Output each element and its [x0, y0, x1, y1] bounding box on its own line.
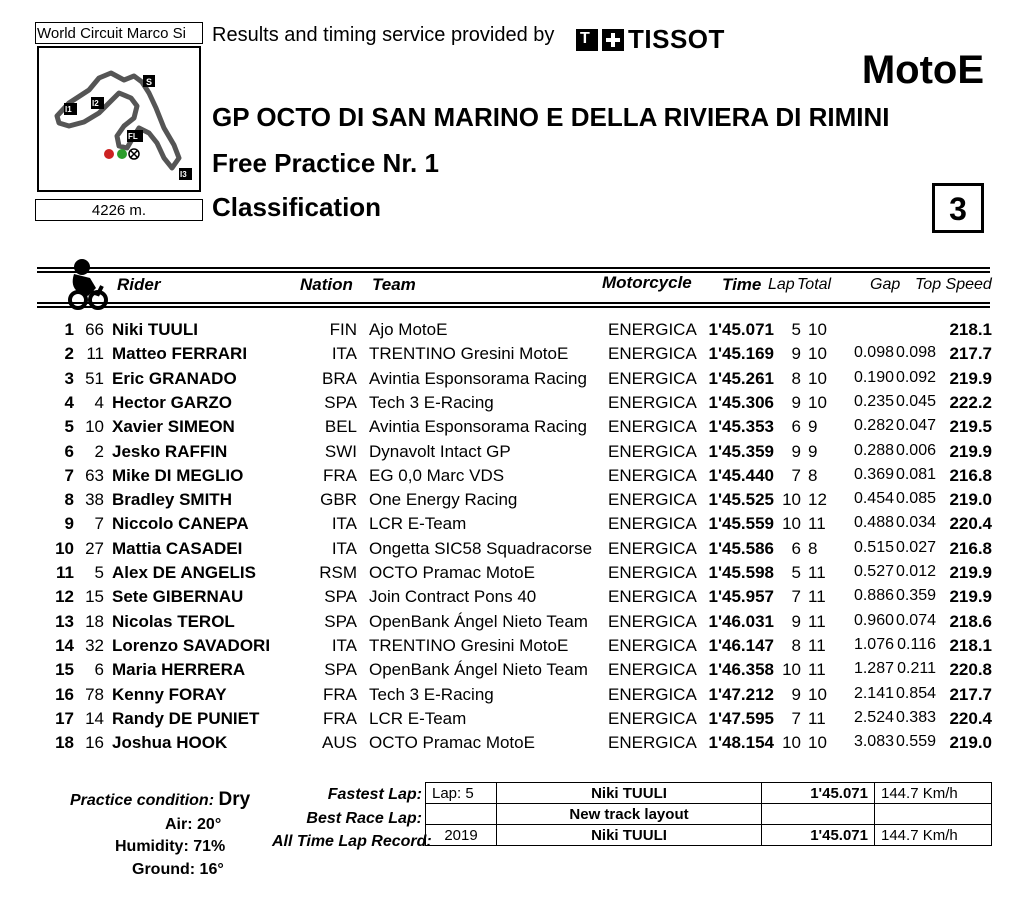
gap-to-first: 2.141: [853, 684, 894, 702]
gap-to-first: 1.287: [853, 660, 894, 678]
table-row: [0, 685, 1024, 709]
rider-number: 51: [85, 368, 104, 388]
total-laps: 8: [808, 465, 818, 485]
track-map: [37, 46, 201, 192]
position: 11: [56, 563, 74, 582]
rider-name: Bradley SMITH: [112, 490, 232, 510]
track-label-i1-text: I1: [65, 105, 72, 114]
total-laps: 10: [808, 733, 827, 753]
swiss-cross-icon: [602, 29, 624, 51]
practice-condition-value: Dry: [218, 789, 251, 810]
top-speed: 220.4: [949, 708, 992, 728]
circuit-name: World Circuit Marco Si: [35, 22, 203, 44]
best-lap-number: 9: [791, 392, 801, 412]
top-speed: 219.9: [949, 368, 992, 388]
motorcycle: ENERGICA: [608, 320, 697, 339]
rider-nation: RSM: [319, 563, 357, 582]
document-type: Classification: [212, 192, 382, 222]
record-info: [426, 804, 497, 825]
team-name: Tech 3 E-Racing: [369, 392, 494, 412]
rider-nation: GBR: [320, 490, 357, 510]
col-rider: Rider: [117, 275, 161, 294]
top-speed: 219.0: [949, 490, 992, 510]
total-laps: 9: [808, 441, 818, 461]
team-name: Join Contract Pons 40: [369, 587, 537, 607]
rider-nation: ITA: [331, 514, 357, 534]
table-row: [0, 369, 1024, 393]
total-laps: 11: [808, 708, 826, 728]
gap-to-previous: 0.383: [895, 708, 936, 726]
lap-time: 1'45.071: [708, 320, 774, 339]
best-lap-number: 8: [791, 635, 801, 655]
top-speed: 217.7: [949, 684, 992, 704]
total-laps: 11: [808, 611, 826, 631]
top-speed: 216.8: [949, 465, 992, 485]
position: 6: [64, 441, 74, 461]
top-speed: 220.8: [949, 660, 992, 680]
lap-time: 1'45.353: [708, 417, 774, 437]
lap-time: 1'45.957: [708, 587, 774, 607]
table-row: [0, 320, 1024, 344]
gap-to-first: 2.524: [853, 708, 894, 726]
motorcycle: ENERGICA: [608, 587, 697, 607]
gap-to-previous: 0.074: [895, 611, 936, 629]
gap-to-first: 0.886: [853, 587, 894, 605]
table-row: [0, 709, 1024, 733]
position: 2: [64, 344, 74, 364]
col-team: Team: [372, 275, 416, 294]
header-rule-top-2: [37, 271, 990, 273]
position: 12: [55, 587, 74, 607]
lap-time: 1'47.212: [708, 684, 774, 704]
best-race-lap-row: [426, 804, 992, 825]
table-row: [0, 636, 1024, 660]
total-laps: 10: [808, 392, 827, 412]
rider-number: 38: [85, 490, 104, 510]
best-lap-number: 10: [782, 514, 801, 534]
best-lap-number: 9: [791, 344, 801, 364]
rider-name: Kenny FORAY: [112, 684, 227, 704]
rider-number: 66: [85, 320, 104, 339]
rider-name: Xavier SIMEON: [112, 417, 235, 437]
total-laps: 10: [808, 368, 827, 388]
track-label-s-text: S: [146, 77, 153, 87]
table-row: [0, 587, 1024, 611]
humidity: [115, 838, 225, 856]
lap-records-table: [425, 782, 992, 846]
rider-number: 63: [85, 465, 104, 485]
best-lap-number: 10: [782, 490, 801, 510]
table-row: [0, 466, 1024, 490]
rider-number: 15: [85, 587, 104, 607]
gap-to-previous: 0.092: [895, 368, 936, 386]
team-name: Ongetta SIC58 Squadracorse: [369, 538, 593, 558]
col-gap: Gap: [870, 276, 901, 293]
top-speed: 222.2: [949, 392, 992, 412]
position: 17: [55, 708, 74, 728]
lap-time: 1'45.440: [708, 465, 774, 485]
rider-name: Lorenzo SAVADORI: [112, 635, 271, 655]
rider-number: 2: [94, 441, 104, 461]
rider-name: Eric GRANADO: [112, 368, 237, 388]
motorcycle: ENERGICA: [608, 635, 697, 655]
col-total: Total: [797, 276, 832, 293]
record-info: 2019: [426, 825, 497, 846]
motorcycle: ENERGICA: [608, 392, 697, 412]
motorcycle: ENERGICA: [608, 660, 697, 680]
best-lap-number: 8: [791, 368, 801, 388]
ground-temp-value: 16°: [199, 861, 224, 878]
table-row: [0, 490, 1024, 514]
page-number: 3: [932, 183, 984, 233]
motorcycle: ENERGICA: [608, 684, 697, 704]
best-lap-number: 7: [791, 587, 801, 607]
gap-to-previous: 0.854: [895, 684, 936, 702]
rider-number: 18: [85, 611, 104, 631]
session-name: Free Practice Nr. 1: [212, 148, 439, 178]
gap-to-first: 1.076: [853, 635, 894, 653]
motorcycle: ENERGICA: [608, 441, 697, 461]
table-row: [0, 733, 1024, 757]
team-name: OpenBank Ángel Nieto Team: [369, 611, 588, 631]
rider-name: Mattia CASADEI: [112, 538, 243, 558]
position: 8: [64, 490, 74, 510]
header-rule-bottom: [37, 302, 990, 304]
gap-to-previous: 0.047: [895, 417, 936, 435]
rider-nation: FRA: [323, 684, 357, 704]
col-top-speed: Top Speed: [915, 276, 992, 293]
rider-nation: ITA: [331, 538, 357, 558]
rider-number: 27: [85, 538, 104, 558]
gap-to-first: 0.235: [853, 392, 894, 410]
top-speed: 218.6: [949, 611, 992, 631]
table-row: [0, 563, 1024, 587]
gap-to-first: 0.488: [853, 514, 894, 532]
rider-nation: SPA: [324, 660, 357, 680]
rider-number: 16: [85, 733, 104, 753]
rider-nation: ITA: [331, 344, 357, 364]
best-lap-number: 5: [791, 320, 801, 339]
gap-to-previous: 0.085: [895, 490, 936, 508]
table-row: [0, 514, 1024, 538]
rider-name: Matteo FERRARI: [112, 344, 248, 364]
lap-time: 1'45.261: [708, 368, 774, 388]
best-lap-number: 6: [791, 538, 801, 558]
best-lap-number: 7: [791, 708, 801, 728]
total-laps: 8: [808, 538, 818, 558]
rider-number: 10: [85, 417, 104, 437]
table-row: [0, 417, 1024, 441]
rider-number: 78: [85, 684, 104, 704]
motorcycle: ENERGICA: [608, 344, 697, 364]
team-name: Avintia Esponsorama Racing: [369, 417, 587, 437]
rider-nation: BRA: [322, 368, 357, 388]
rider-nation: FRA: [323, 708, 357, 728]
top-speed: 217.7: [949, 344, 992, 364]
position: 7: [64, 465, 74, 485]
circuit-layout-icon: [39, 48, 199, 190]
motorcycle: ENERGICA: [608, 708, 697, 728]
rider-number: 7: [94, 514, 104, 534]
humidity-label: Humidity:: [115, 838, 189, 855]
gap-to-first: 3.083: [853, 733, 894, 751]
team-name: OCTO Pramac MotoE: [369, 563, 535, 582]
total-laps: 11: [808, 563, 826, 582]
motorcycle: ENERGICA: [608, 417, 697, 437]
fastest-lap-label: Fastest Lap:: [327, 786, 422, 803]
rider-number: 5: [94, 563, 104, 582]
gap-to-first: 0.098: [853, 344, 894, 362]
record-time: 1'45.071: [762, 825, 875, 846]
fastest-lap-row: [426, 783, 992, 804]
position: 18: [55, 733, 74, 753]
gap-to-first: 0.454: [853, 490, 894, 508]
timing-provider-text: Results and timing service provided by: [212, 24, 555, 46]
rider-helmet-icon: [66, 258, 110, 315]
best-lap-number: 6: [791, 417, 801, 437]
gap-to-previous: 0.211: [897, 660, 936, 678]
rider-name: Niki TUULI: [112, 320, 198, 339]
rider-nation: SWI: [324, 441, 357, 461]
motorcycle: ENERGICA: [608, 538, 697, 558]
all-time-record-row: [426, 825, 992, 846]
motorcycle: ENERGICA: [608, 733, 697, 753]
col-lap: Lap: [768, 276, 795, 293]
motorcycle: ENERGICA: [608, 611, 697, 631]
air-temp: [165, 816, 221, 834]
total-laps: 10: [808, 320, 827, 339]
lap-time: 1'46.031: [708, 611, 774, 631]
top-speed: 219.9: [949, 441, 992, 461]
best-lap-number: 9: [791, 611, 801, 631]
rider-name: Maria HERRERA: [112, 660, 246, 680]
gap-to-first: 0.527: [853, 563, 894, 580]
total-laps: 9: [808, 417, 818, 437]
humidity-value: 71%: [193, 838, 226, 855]
table-row: [0, 660, 1024, 684]
position: 9: [64, 514, 74, 534]
best-lap-number: 9: [791, 441, 801, 461]
position: 1: [64, 320, 74, 339]
team-name: EG 0,0 Marc VDS: [369, 465, 505, 485]
green-light-icon: [117, 149, 127, 159]
all-time-lap-record-label: All Time Lap Record:: [272, 833, 432, 850]
rider-name: Hector GARZO: [112, 392, 232, 412]
total-laps: 11: [808, 635, 826, 655]
position: 3: [64, 368, 74, 388]
air-temp-label: Air:: [165, 816, 193, 833]
gap-to-previous: 0.098: [895, 344, 936, 362]
total-laps: 10: [808, 684, 827, 704]
position: 15: [55, 660, 74, 680]
lap-time: 1'45.586: [708, 538, 774, 558]
practice-condition-label: Practice condition:: [70, 792, 215, 809]
rider-nation: AUS: [322, 733, 357, 753]
total-laps: 10: [808, 344, 827, 364]
lap-time: 1'48.154: [708, 733, 774, 753]
gap-to-first: 0.190: [853, 368, 894, 386]
total-laps: 12: [808, 490, 827, 510]
team-name: Dynavolt Intact GP: [369, 441, 511, 461]
ground-temp-label: Ground:: [132, 861, 196, 878]
gap-to-first: 0.960: [853, 611, 894, 629]
team-name: TRENTINO Gresini MotoE: [369, 344, 569, 364]
rider-name: Jesko RAFFIN: [112, 441, 228, 461]
table-row: [0, 344, 1024, 368]
table-row: [0, 539, 1024, 563]
motorcycle: ENERGICA: [608, 514, 697, 534]
ground-temp: [132, 861, 224, 879]
position: 10: [55, 538, 74, 558]
team-name: Avintia Esponsorama Racing: [369, 368, 587, 388]
team-name: One Energy Racing: [369, 490, 518, 510]
record-rider: New track layout: [497, 804, 762, 825]
rider-name: Mike DI MEGLIO: [112, 465, 244, 485]
tissot-logo: [576, 24, 725, 55]
top-speed: 219.0: [949, 733, 992, 753]
team-name: TRENTINO Gresini MotoE: [369, 635, 569, 655]
lap-time: 1'45.359: [708, 441, 774, 461]
rider-nation: SPA: [324, 392, 357, 412]
sponsor-logo-text: TISSOT: [628, 24, 725, 54]
gap-to-previous: 0.559: [895, 733, 936, 751]
record-time: [762, 804, 875, 825]
position: 13: [55, 611, 74, 631]
lap-time: 1'45.306: [708, 392, 774, 412]
gap-to-previous: 0.006: [895, 441, 936, 459]
gap-to-previous: 0.012: [895, 563, 936, 580]
lap-time: 1'46.358: [708, 660, 774, 680]
rider-nation: FIN: [329, 320, 357, 339]
record-time: 1'45.071: [762, 783, 875, 804]
record-speed: 144.7 Km/h: [875, 825, 992, 846]
motorcycle: ENERGICA: [608, 563, 697, 582]
team-name: Ajo MotoE: [369, 320, 448, 339]
gap-to-previous: 0.116: [897, 635, 936, 653]
rider-number: 14: [85, 708, 104, 728]
lap-time: 1'45.525: [708, 490, 774, 510]
col-motorcycle: Motorcycle: [602, 273, 692, 292]
top-speed: 219.5: [949, 417, 992, 437]
best-lap-number: 10: [782, 733, 801, 753]
gap-to-previous: 0.359: [895, 587, 936, 605]
col-time: Time: [722, 275, 762, 294]
total-laps: 11: [808, 514, 826, 534]
header-rule-top: [37, 267, 990, 269]
rider-number: 4: [94, 392, 104, 412]
record-rider: Niki TUULI: [497, 825, 762, 846]
rider-nation: ITA: [331, 635, 357, 655]
record-info: Lap: 5: [426, 783, 497, 804]
record-speed: 144.7 Km/h: [875, 783, 992, 804]
gap-to-previous: 0.027: [895, 538, 936, 556]
gap-to-first: 0.288: [853, 441, 894, 459]
rider-nation: SPA: [324, 587, 357, 607]
motorcycle: ENERGICA: [608, 368, 697, 388]
gap-to-previous: 0.045: [895, 392, 936, 410]
best-lap-number: 10: [782, 660, 801, 680]
gap-to-previous: 0.081: [895, 465, 936, 483]
rider-nation: BEL: [324, 417, 357, 437]
lap-time: 1'45.598: [708, 563, 774, 582]
total-laps: 11: [808, 587, 826, 607]
top-speed: 219.9: [949, 587, 992, 607]
record-speed: [875, 804, 992, 825]
total-laps: 11: [808, 660, 826, 680]
position: 5: [64, 417, 74, 437]
best-lap-number: 9: [791, 684, 801, 704]
team-name: LCR E-Team: [369, 708, 467, 728]
event-title: GP OCTO DI SAN MARINO E DELLA RIVIERA DI RIMINI: [212, 102, 890, 132]
lap-time: 1'45.169: [708, 344, 774, 364]
air-temp-value: 20°: [197, 816, 222, 833]
top-speed: 216.8: [949, 538, 992, 558]
gap-to-first: 0.369: [853, 465, 894, 483]
position: 14: [55, 635, 74, 655]
table-row: [0, 612, 1024, 636]
top-speed: 218.1: [949, 635, 992, 655]
best-lap-number: 7: [791, 465, 801, 485]
header-rule-bottom-2: [37, 306, 990, 308]
position: 16: [55, 684, 74, 704]
class-name: MotoE: [861, 48, 984, 92]
rider-name: Joshua HOOK: [112, 733, 228, 753]
rider-number: 32: [85, 635, 104, 655]
top-speed: 220.4: [949, 514, 992, 534]
col-nation: Nation: [300, 275, 353, 294]
record-rider: Niki TUULI: [497, 783, 762, 804]
gap-to-previous: 0.034: [895, 514, 936, 532]
top-speed: 218.1: [949, 320, 992, 339]
rider-name: Randy DE PUNIET: [112, 708, 260, 728]
rider-name: Sete GIBERNAU: [112, 587, 244, 607]
position: 4: [64, 392, 74, 412]
track-label-i2-text: I2: [92, 99, 99, 108]
rider-name: Nicolas TEROL: [112, 611, 235, 631]
top-speed: 219.9: [949, 563, 992, 582]
red-light-icon: [104, 149, 114, 159]
practice-condition: [70, 789, 250, 811]
track-length: 4226 m.: [35, 199, 203, 221]
team-name: OCTO Pramac MotoE: [369, 733, 535, 753]
rider-nation: FRA: [323, 465, 357, 485]
team-name: LCR E-Team: [369, 514, 467, 534]
rider-nation: SPA: [324, 611, 357, 631]
motorcycle: ENERGICA: [608, 490, 697, 510]
lap-time: 1'45.559: [708, 514, 774, 534]
rider-number: 6: [94, 660, 104, 680]
gap-to-first: 0.282: [853, 417, 894, 435]
team-name: Tech 3 E-Racing: [369, 684, 494, 704]
rider-name: Niccolo CANEPA: [112, 514, 249, 534]
track-label-fl-text: FL: [128, 132, 138, 141]
table-row: [0, 442, 1024, 466]
lap-time: 1'47.595: [708, 708, 774, 728]
team-name: OpenBank Ángel Nieto Team: [369, 660, 588, 680]
rider-number: 11: [86, 344, 104, 364]
lap-time: 1'46.147: [708, 635, 774, 655]
track-label-i3-text: I3: [180, 170, 187, 179]
rider-name: Alex DE ANGELIS: [112, 563, 256, 582]
best-race-lap-label: Best Race Lap:: [306, 810, 422, 827]
motorcycle: ENERGICA: [608, 465, 697, 485]
table-row: [0, 393, 1024, 417]
tissot-t-icon: T: [576, 29, 598, 51]
gap-to-first: 0.515: [853, 538, 894, 556]
best-lap-number: 5: [791, 563, 801, 582]
